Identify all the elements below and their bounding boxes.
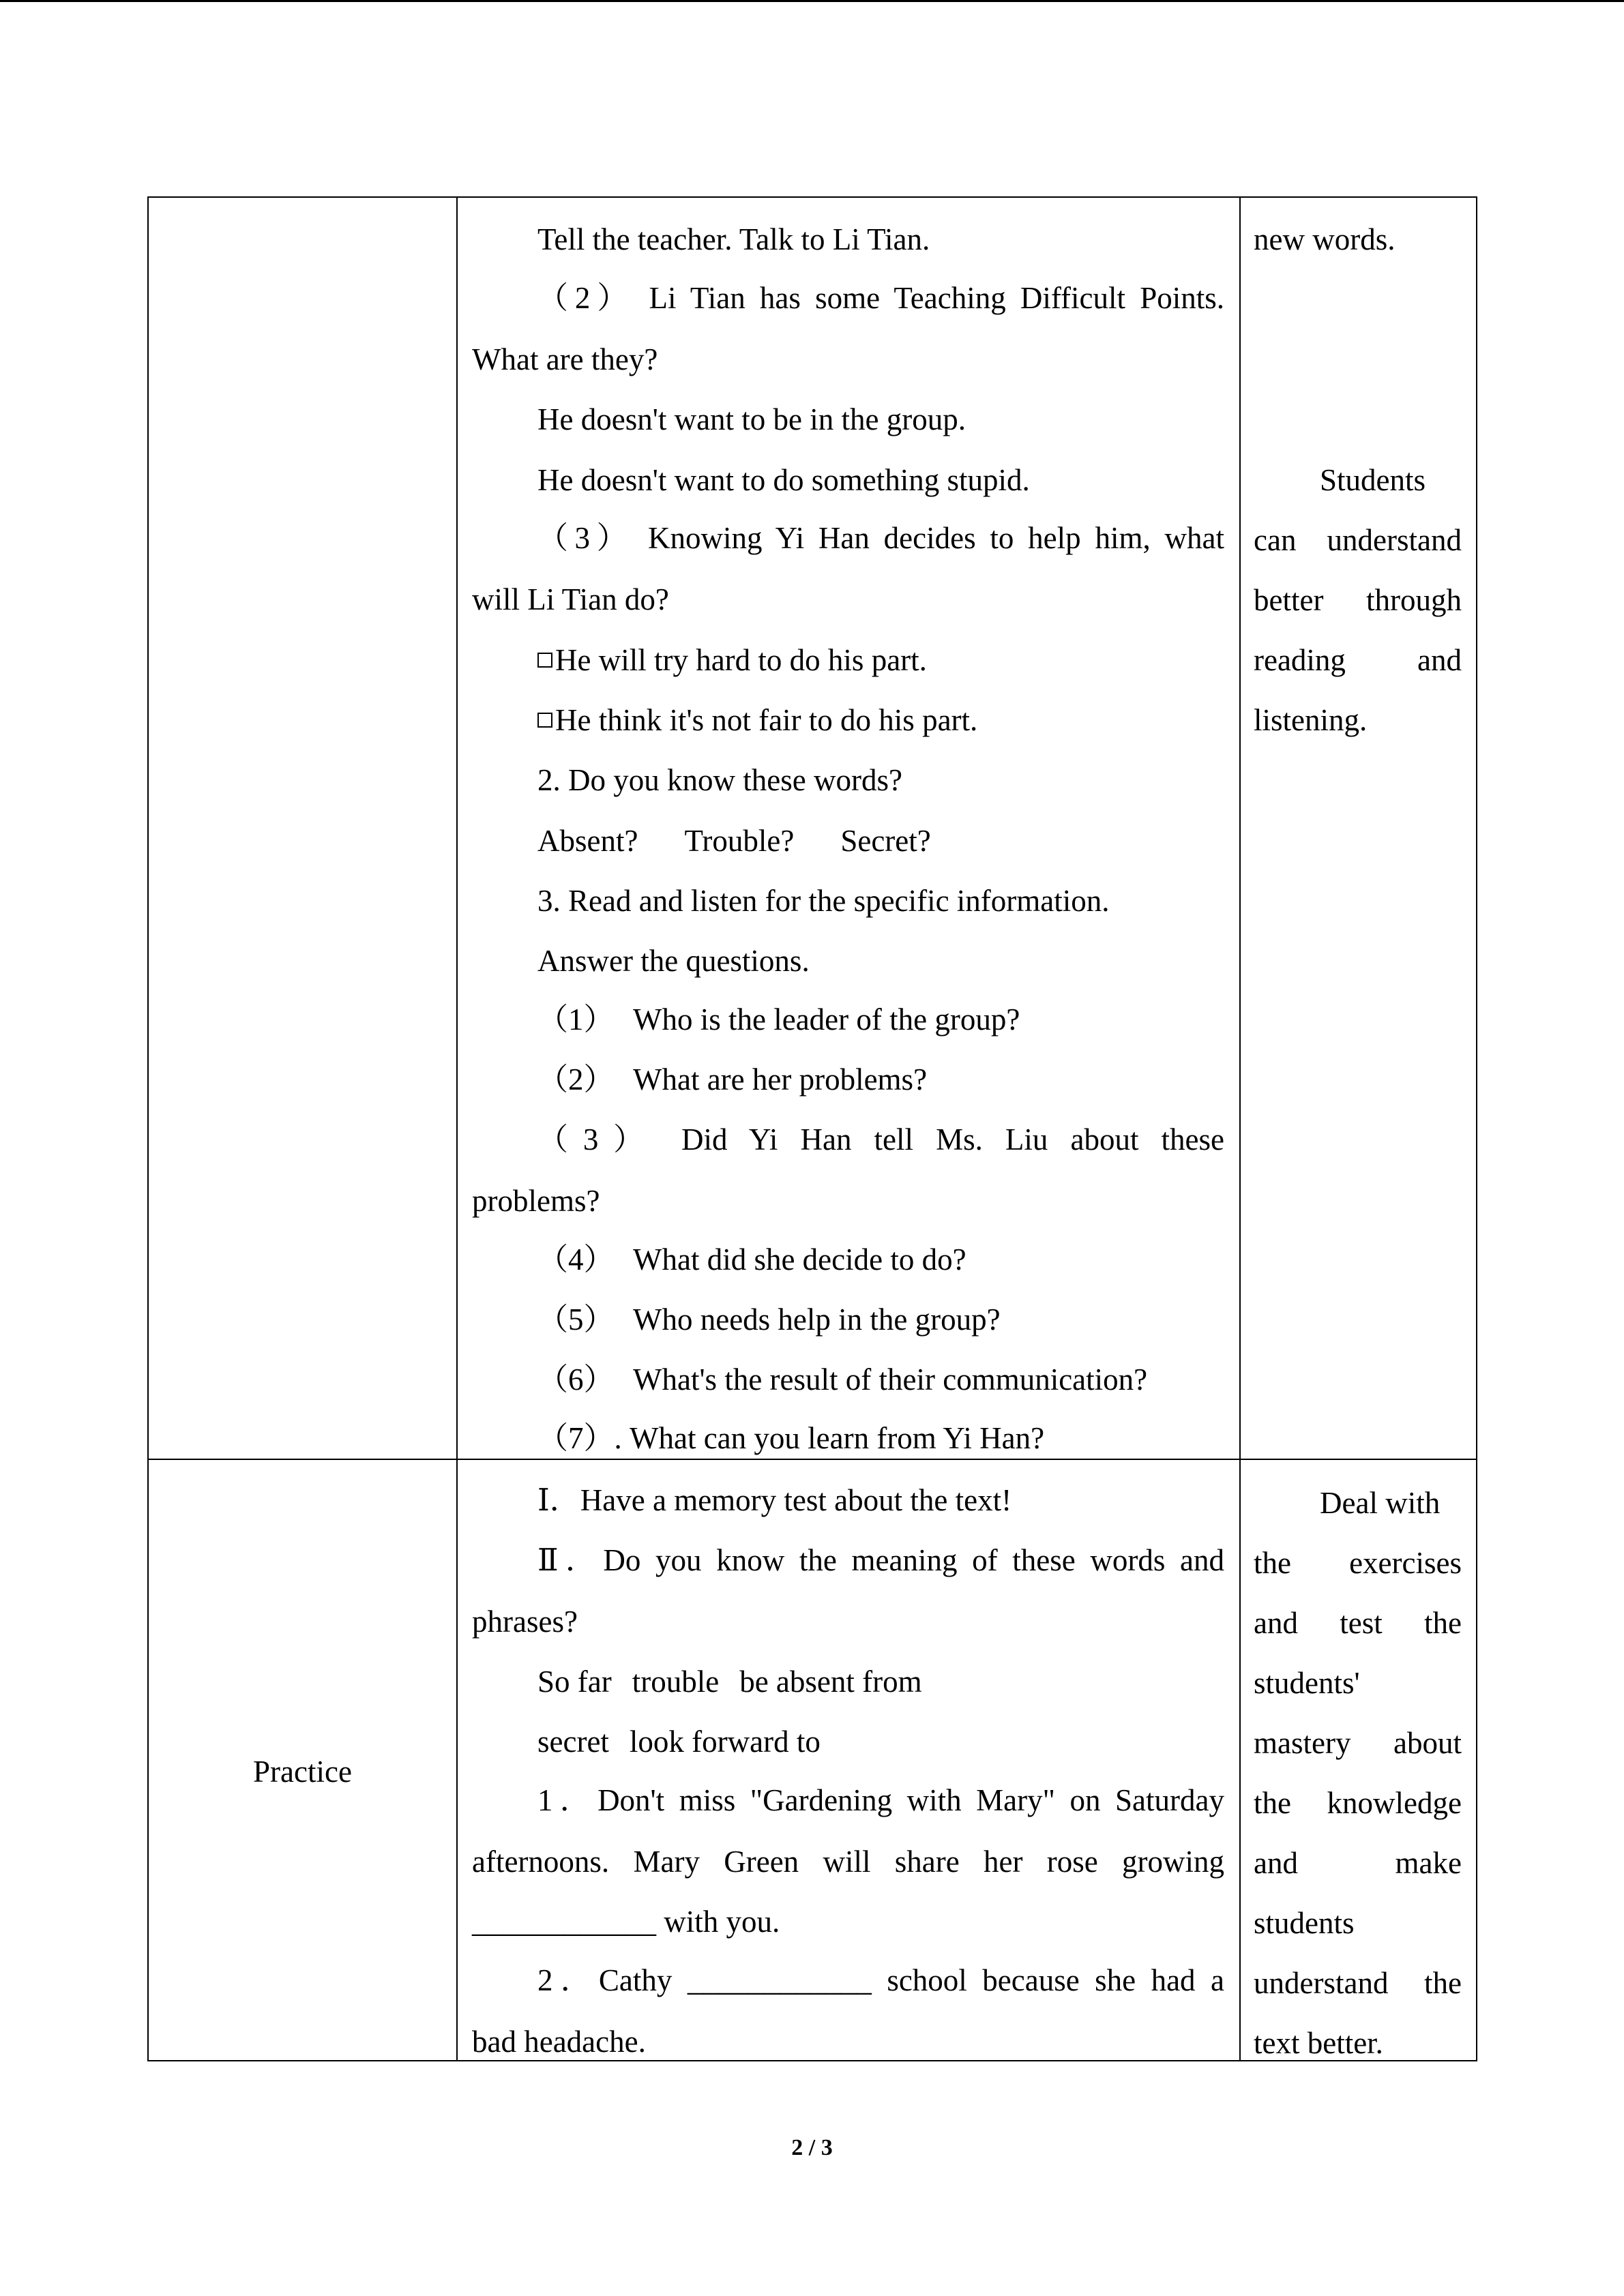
phrase: trouble (632, 1665, 720, 1699)
question-item: （6） What's the result of their communication? (537, 1362, 1148, 1397)
exercise-heading: Ⅰ．Have a memory test about the text! (537, 1483, 1012, 1517)
stage-label-practice: Practice (253, 1755, 352, 1789)
row1-purpose-cell (1239, 196, 1477, 1460)
purpose-text: the knowledge (1254, 1786, 1462, 1820)
question-item: （2） What are her problems? (537, 1062, 928, 1097)
option-line (537, 701, 977, 739)
purpose-text: the exercises (1254, 1546, 1462, 1580)
word: Absent? (537, 824, 638, 858)
answer-instruction: Answer the questions. (537, 944, 810, 978)
purpose-text: text better. (1254, 2026, 1383, 2060)
instruction-line: Tell the teacher. Talk to Li Tian. (537, 222, 930, 256)
phrase-list (537, 1663, 922, 1701)
purpose-text: new words. (1254, 222, 1396, 256)
question-3-line: （3） Knowing Yi Han decides to help him, what (537, 521, 1224, 555)
page-number: 2 / 3 (791, 2135, 833, 2160)
question-item: （7）. What can you learn from Yi Han? (537, 1421, 1045, 1455)
checkbox-icon (537, 653, 552, 668)
checkbox-icon (537, 713, 552, 728)
purpose-text: better through (1254, 583, 1462, 617)
purpose-text: students' (1254, 1666, 1360, 1700)
purpose-text: can understand (1254, 523, 1462, 557)
exercise-item: 2．Cathy ____________ school because she had a (537, 1963, 1224, 1997)
word: Trouble? (684, 824, 795, 858)
question-item: （1） Who is the leader of the group? (537, 1002, 1020, 1037)
purpose-text: listening. (1254, 703, 1368, 737)
option-text: He will try hard to do his part. (555, 643, 927, 677)
row1-stage-cell (147, 196, 458, 1460)
question-item: （4） What did she decide to do? (537, 1242, 966, 1277)
question-item: （3） Did Yi Han tell Ms. Liu about these (537, 1122, 1224, 1157)
option-line (537, 641, 927, 679)
exercise-heading: Ⅱ．Do you know the meaning of these words and (537, 1543, 1224, 1577)
exercise-item-continuation: bad headache. (472, 2025, 646, 2059)
exercise-heading-continuation: phrases? (472, 1605, 578, 1639)
option-text: He think it's not fair to do his part. (555, 703, 978, 737)
phrase: be absent from (739, 1665, 922, 1699)
purpose-text: mastery about (1254, 1726, 1462, 1760)
question-2-line: （2） Li Tian has some Teaching Difficult Points. (537, 281, 1224, 315)
page-top-rule (0, 0, 1624, 2)
answer-line: He doesn't want to do something stupid. (537, 463, 1030, 497)
section-3-heading: 3. Read and listen for the specific information. (537, 884, 1110, 918)
exercise-item-continuation: afternoons. Mary Green will share her rose growing (472, 1845, 1224, 1879)
purpose-text: understand the (1254, 1966, 1462, 2000)
question-3-continuation: will Li Tian do? (472, 582, 669, 616)
phrase: secret (537, 1725, 609, 1759)
purpose-text: Deal with (1320, 1486, 1441, 1520)
phrase: look forward to (629, 1725, 821, 1759)
word-list (537, 822, 931, 860)
phrase-list (537, 1723, 821, 1761)
purpose-text: reading and (1254, 643, 1462, 677)
purpose-text: and make (1254, 1846, 1462, 1880)
phrase: So far (537, 1665, 612, 1699)
question-item: （5） Who needs help in the group? (537, 1302, 1001, 1337)
answer-line: He doesn't want to be in the group. (537, 402, 966, 436)
purpose-text: and test the (1254, 1606, 1462, 1640)
exercise-item-continuation: ____________ with you. (472, 1905, 780, 1939)
word: Secret? (840, 824, 931, 858)
purpose-text: students (1254, 1906, 1355, 1940)
question-continuation: problems? (472, 1184, 600, 1218)
exercise-item: 1．Don't miss "Gardening with Mary" on Saturday (537, 1783, 1224, 1817)
section-2-heading: 2. Do you know these words? (537, 763, 902, 797)
purpose-text: Students (1320, 463, 1426, 497)
question-2-continuation: What are they? (472, 342, 658, 376)
